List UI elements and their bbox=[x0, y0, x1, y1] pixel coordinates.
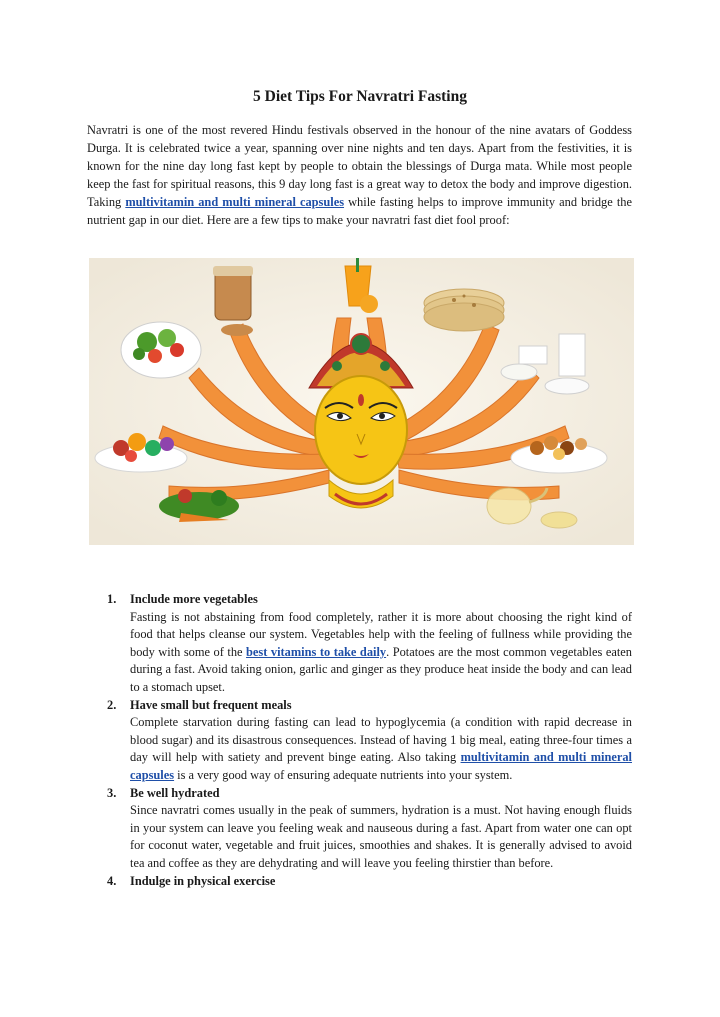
best-vitamins-link[interactable]: best vitamins to take daily bbox=[246, 644, 387, 659]
intro-text-1: Navratri is one of the most revered Hindu festivals observed in the honour of the nine avatars of Goddess Durga. It is celebrated twice a year, spanning over nine nights and ten days. Apart from the festivities, it is known for the nine day long fast kept by people to obtain the blessings of Durga mata. While most people keep the fast for spiritual reasons, this 9 day long fast is a great way to detox the body and improve digestion. Taking bbox=[87, 123, 632, 209]
multivitamin-capsules-link[interactable]: multivitamin and multi mineral capsules bbox=[130, 750, 632, 782]
intro-paragraph bbox=[87, 121, 632, 229]
tip-body bbox=[130, 714, 632, 784]
intro-text-2: while fasting helps to improve immunity and bridge the nutrient gap in our diet. Here are a few tips to make your navratri fast diet fool proof: bbox=[87, 195, 632, 227]
tip-number: 1. bbox=[107, 592, 117, 606]
tip-heading: Include more vegetables bbox=[130, 592, 258, 606]
tip-text-1: Fasting is not abstaining from food completely, rather it is more about choosing the right kind of food that helps cleanse our system. Vegetables help with the feeling of fullness while providing the body with some of the bbox=[130, 609, 632, 659]
salad-bowl bbox=[121, 322, 201, 378]
tip-item bbox=[87, 697, 632, 785]
durga-food-illustration bbox=[89, 258, 634, 545]
tip-number: 3. bbox=[107, 785, 117, 800]
page-title: 5 Diet Tips For Navratri Fasting bbox=[253, 88, 467, 105]
intro-multivitamin-link[interactable]: multivitamin and multi mineral capsules bbox=[125, 195, 345, 209]
tip-heading: Have small but frequent meals bbox=[130, 697, 292, 712]
tip-body bbox=[130, 609, 632, 697]
tip-number: 2. bbox=[107, 697, 117, 712]
roti-stack bbox=[424, 289, 504, 331]
tip-heading: Be well hydrated bbox=[130, 785, 220, 800]
tip-text-2: is a very good way of ensuring adequate nutrients into your system. bbox=[174, 767, 513, 782]
tip-text-2: . Potatoes are the most common vegetables eaten during a fast. Avoid taking onion, garlic and ginger as they produce heat inside the body and can lead to a stomach upset. bbox=[130, 644, 632, 694]
tip-item bbox=[87, 785, 632, 873]
tip-body: Since navratri comes usually in the peak of summers, hydration is a must. Not having enough fluids in your system can leave you feeling weak and nauseous during a fast. Apart from water one can opt for coconut water, vegetable and fruit juices, smoothies and shakes. It is generally advised to avoid tea and coffee as they are dehydrating and will leave you feeling thirstier than before. bbox=[130, 803, 632, 870]
tip-number: 4. bbox=[107, 873, 117, 888]
tip-item bbox=[87, 591, 632, 697]
tip-item bbox=[87, 873, 632, 891]
durga-face bbox=[315, 376, 407, 484]
tip-heading: Indulge in physical exercise bbox=[130, 873, 276, 888]
tip-text-1: Complete starvation during fasting can lead to hypoglycemia (a condition with rapid decrease in blood sugar) and its disastrous consequences. Instead of having 1 big meal, eating three-four times a day will help with satiety and prevent binge eating. Also taking bbox=[130, 715, 632, 765]
tips-list bbox=[87, 591, 632, 890]
